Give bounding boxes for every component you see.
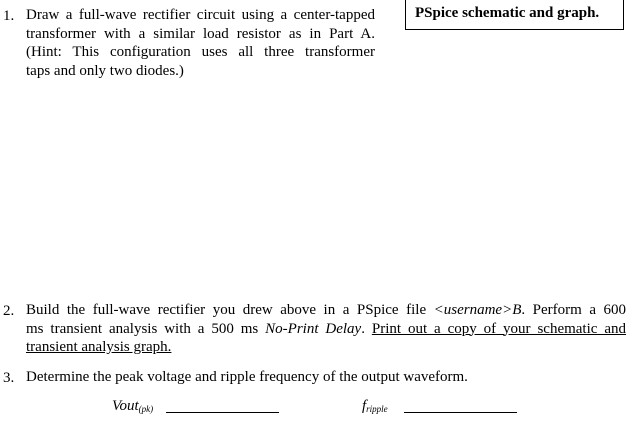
f-label: f bbox=[362, 398, 367, 414]
question-1-text bbox=[26, 6, 375, 80]
f-sub: ripple bbox=[366, 404, 388, 414]
vout-pk-answer-blank[interactable] bbox=[166, 412, 279, 413]
box-label: PSpice schematic and graph. bbox=[415, 5, 600, 21]
question-3-text bbox=[26, 368, 626, 387]
f-ripple-answer-blank[interactable] bbox=[404, 412, 517, 413]
q2-line2-c: . bbox=[361, 320, 372, 337]
question-1-line-1: Draw a full-wave rectifier circuit using a center-tapped bbox=[26, 7, 375, 23]
q2-line2-a: ms transient analysis with a 500 ms bbox=[26, 320, 266, 337]
question-2-line-1 bbox=[26, 301, 626, 320]
question-2-number: 2. bbox=[3, 303, 15, 319]
vout-sub: (pk) bbox=[138, 404, 154, 414]
pspice-schematic-graph-box bbox=[405, 0, 624, 30]
question-1-number: 1. bbox=[3, 8, 15, 24]
q2-filename: <username>B bbox=[433, 302, 522, 318]
question-1-line-4: taps and only two diodes.) bbox=[26, 62, 184, 79]
question-2-line-3 bbox=[26, 338, 626, 357]
question-2-line-2 bbox=[26, 320, 626, 339]
question-1-line-3: (Hint: This configuration uses all three transformer bbox=[26, 44, 375, 60]
vout-label: Vout bbox=[112, 398, 139, 414]
question-3-number: 3. bbox=[3, 370, 15, 386]
q2-line1-a: Build the full-wave rectifier you drew above in a PSpice file bbox=[26, 302, 434, 318]
q2-print-instruction: Print out a copy of your schematic and bbox=[371, 320, 626, 337]
question-2-text bbox=[26, 301, 626, 357]
q2-print-instruction-cont: transient analysis graph. bbox=[26, 339, 172, 355]
question-3-line-1: Determine the peak voltage and ripple frequency of the output waveform. bbox=[26, 369, 468, 385]
q2-no-print-delay: No-Print Delay bbox=[265, 320, 362, 337]
q2-line1-c: . Perform a 600 bbox=[521, 302, 627, 318]
question-1-line-2: transformer with a similar load resistor as in Part A. bbox=[26, 25, 375, 42]
f-ripple-label bbox=[362, 396, 388, 419]
vout-pk-label bbox=[112, 396, 153, 419]
